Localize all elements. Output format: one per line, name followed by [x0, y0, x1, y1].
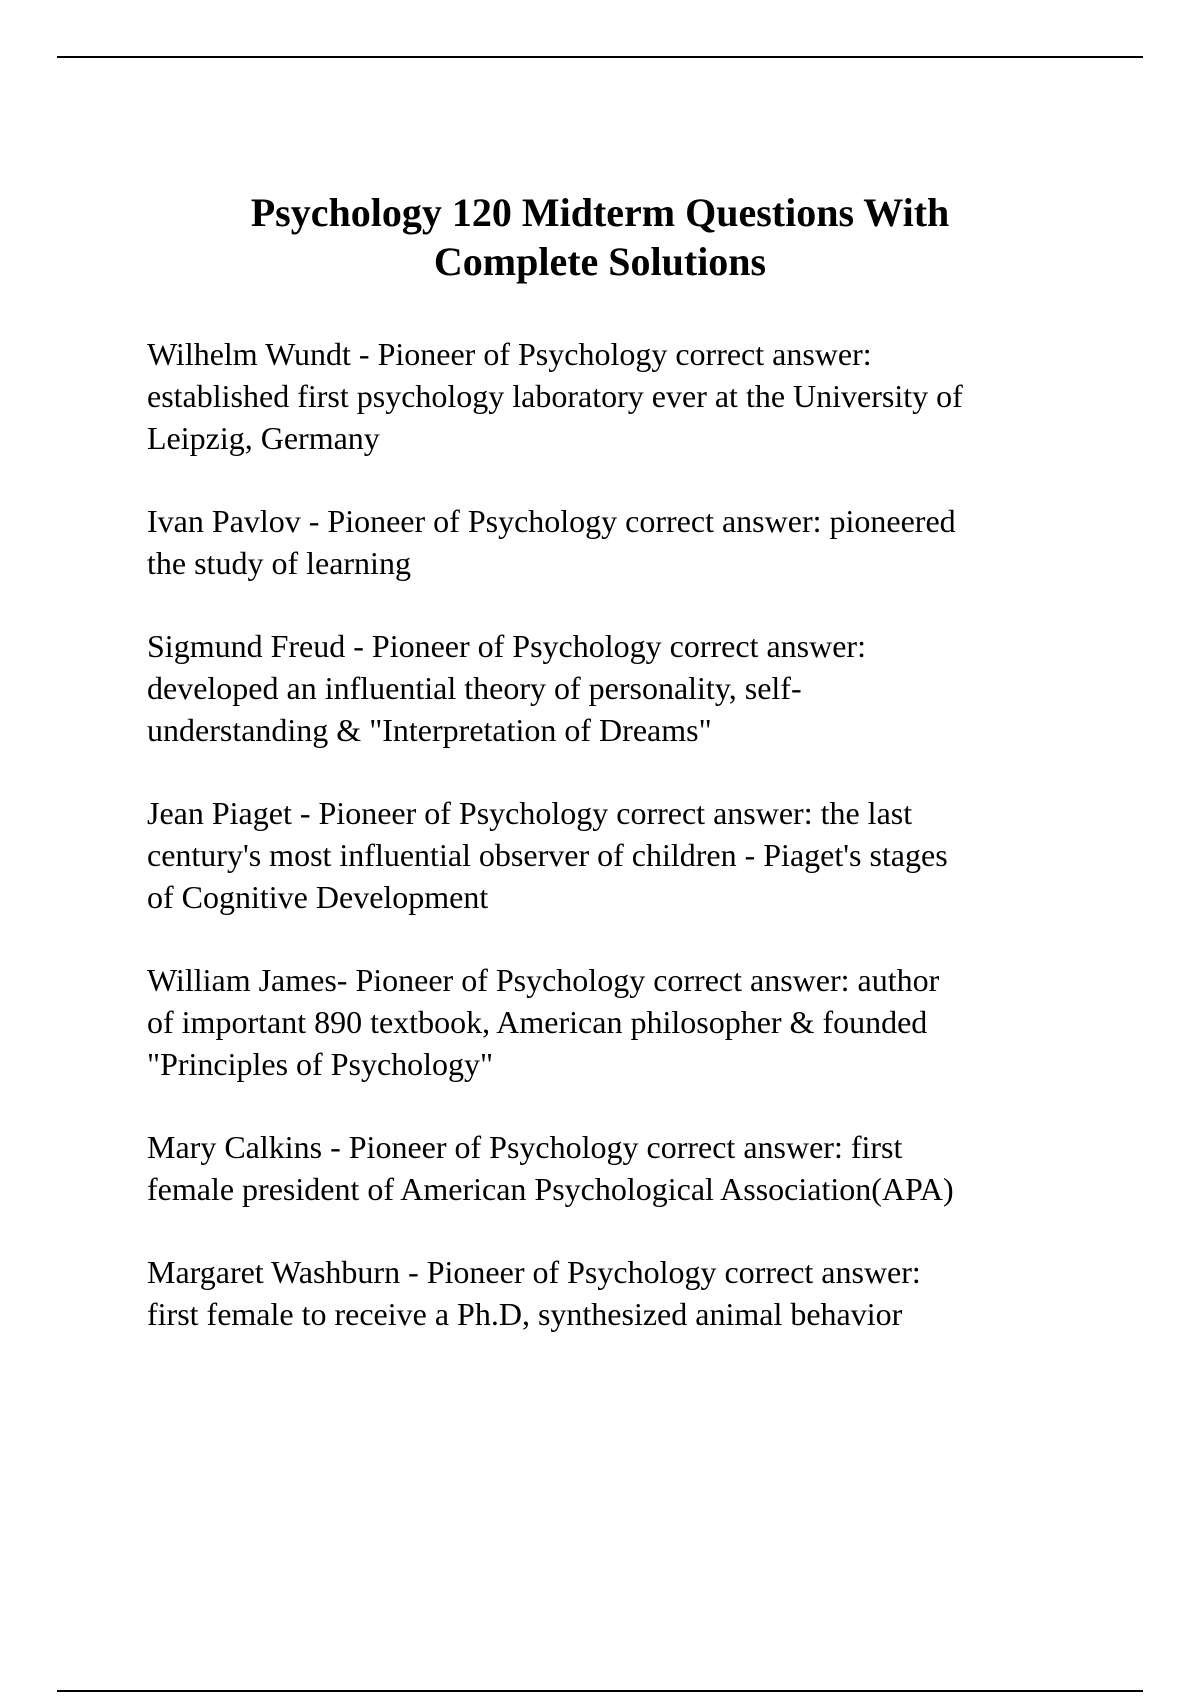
entry-line: the study of learning	[147, 545, 411, 581]
entry-line: Mary Calkins - Pioneer of Psychology correct answer: first	[147, 1129, 903, 1165]
top-divider	[57, 56, 1143, 58]
entry-line: Leipzig, Germany	[147, 420, 380, 456]
entry-freud	[147, 625, 1097, 751]
entry-calkins	[147, 1126, 1097, 1210]
entry-james	[147, 959, 1097, 1085]
entry-line: developed an influential theory of personality, self-	[147, 670, 802, 706]
entry-line: Margaret Washburn - Pioneer of Psychology correct answer:	[147, 1254, 921, 1290]
entry-line: of Cognitive Development	[147, 879, 489, 915]
document-title	[100, 188, 1100, 286]
entry-line: Sigmund Freud - Pioneer of Psychology correct answer:	[147, 628, 866, 664]
entry-line: Wilhelm Wundt - Pioneer of Psychology correct answer:	[147, 336, 872, 372]
entry-piaget	[147, 792, 1097, 918]
bottom-divider	[57, 1690, 1143, 1692]
entry-line: female president of American Psychological Association(APA)	[147, 1171, 954, 1207]
entry-line: established first psychology laboratory ever at the University of	[147, 378, 963, 414]
title-line: Psychology 120 Midterm Questions With	[250, 190, 950, 235]
entry-line: "Principles of Psychology"	[147, 1046, 494, 1082]
title-line: Complete Solutions	[433, 239, 767, 284]
entry-washburn	[147, 1251, 1097, 1335]
entry-line: understanding & "Interpretation of Dreams"	[147, 712, 712, 748]
question-list	[147, 333, 1097, 1376]
entry-line: of important 890 textbook, American philosopher & founded	[147, 1004, 928, 1040]
entry-pavlov	[147, 500, 1097, 584]
entry-line: Jean Piaget - Pioneer of Psychology correct answer: the last	[147, 795, 913, 831]
entry-line: Ivan Pavlov - Pioneer of Psychology correct answer: pioneered	[147, 503, 956, 539]
entry-line: first female to receive a Ph.D, synthesized animal behavior	[147, 1296, 903, 1332]
entry-line: century's most influential observer of children - Piaget's stages	[147, 837, 948, 873]
entry-wundt	[147, 333, 1097, 459]
entry-line: William James- Pioneer of Psychology correct answer: author	[147, 962, 940, 998]
